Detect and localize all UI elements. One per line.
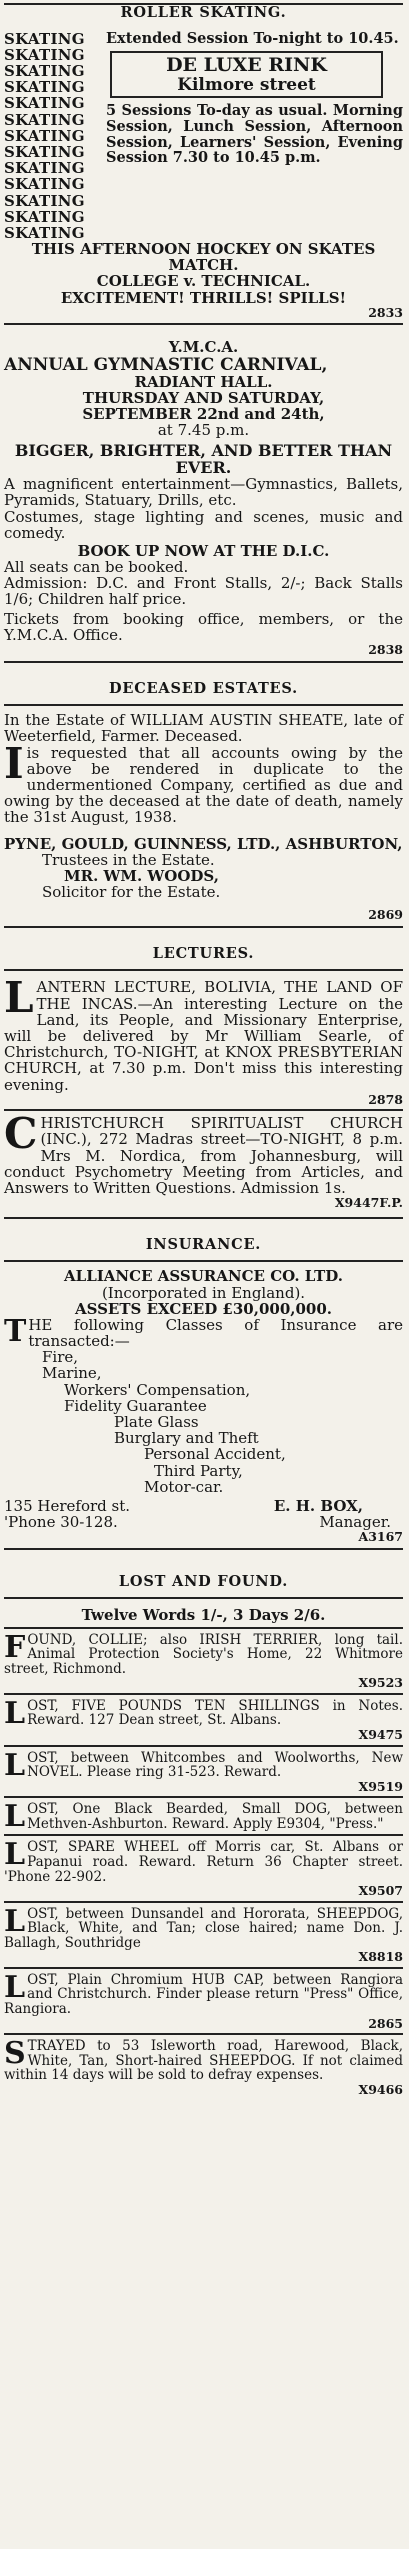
- dropcap: S: [4, 2036, 26, 2072]
- lost-ad-body: TRAYED to 53 Isleworth road, Harewood, Black, White, Tan, Short-haired SHEEPDOG. If not claimed within 14 days will be sold to defray expenses.: [4, 2038, 403, 2084]
- skating-word: SKATING: [4, 191, 85, 210]
- skating-word: SKATING: [4, 78, 85, 97]
- lecture-ad: [4, 975, 403, 1111]
- college-text: COLLEGE v. TECHNICAL.: [96, 272, 311, 291]
- insurance-class: Third Party,: [154, 1461, 243, 1480]
- ymca-costumes: Costumes, stage lighting and scenes, music and comedy.: [4, 507, 403, 542]
- ymca-admission: Admission: D.C. and Front Stalls, 2/-; Back Stalls 1/6; Children half price.: [4, 574, 403, 609]
- dropcap: T: [4, 1313, 27, 1349]
- ymca-dates1: THURSDAY AND SATURDAY,: [82, 389, 325, 408]
- sessions-text: 5 Sessions To-day as usual. Morning Session, Lunch Session, Afternoon Session, Learners' Session, Evening Session 7.30 to 10.45 p.m.: [106, 102, 403, 167]
- lost-ad-body: OST, Plain Chromium HUB CAP, between Rangiora and Christchurch. Finder please return "Press" Office, Rangiora.: [4, 1971, 403, 2017]
- ymca-tickets: Tickets from booking office, members, or the Y.M.C.A. Office.: [4, 609, 403, 644]
- skating-word: SKATING: [4, 45, 85, 64]
- lectures-heading: LECTURES.: [4, 936, 403, 972]
- insurance-phone: 'Phone 30-128.: [4, 1513, 118, 1532]
- lost-ad-body: OST, SPARE WHEEL off Morris car, St. Albans or Papanui road. Reward. Return 36 Chapter street. 'Phone 22-902.: [4, 1839, 403, 1885]
- lost-ad: [4, 1629, 403, 1695]
- dropcap: L: [4, 1695, 26, 1731]
- insurance-agent: E. H. BOX,: [273, 1496, 363, 1515]
- ymca-hall: RADIANT HALL.: [134, 372, 273, 391]
- lost-ad: [4, 1798, 403, 1836]
- skating-word: SKATING: [4, 207, 85, 226]
- lost-ad-body: OST, between Whitcombes and Woolworths, New NOVEL. Please ring 31-523. Reward.: [27, 1749, 403, 1781]
- rink-box: [110, 51, 383, 98]
- insurance-assets: ASSETS EXCEED £30,000,000.: [74, 1299, 333, 1318]
- ad-number: 2878: [368, 1091, 403, 1107]
- skating-word: SKATING: [4, 110, 85, 129]
- lecture-ad-body: ANTERN LECTURE, BOLIVIA, THE LAND OF THE INCAS.—An interesting Lecture on the Land, its People, and Missionary Enterprise, will be delivered by Mr William Searle, of Christchurch, TO-NIGHT, at KNOX PRESBYTERIAN CHURCH, at 7.30 p.m. Don't miss this interesting evening.: [4, 978, 403, 1094]
- insurance-heading: INSURANCE.: [4, 1227, 403, 1263]
- lost-ad: [4, 1747, 403, 1799]
- lecture-ad: [4, 1111, 403, 1212]
- dropcap: C: [4, 1109, 38, 1159]
- skating-word: SKATING: [4, 223, 85, 242]
- lectures-section: [4, 928, 403, 1219]
- insurance-company: ALLIANCE ASSURANCE CO. LTD.: [64, 1267, 343, 1286]
- estate-body: is requested that all accounts owing by the above be rendered in duplicate to the undermentioned Company, certified as due and owing by the deceased at the date of death, namely the 31st August, 1938.: [4, 743, 403, 827]
- ad-number: X9475: [358, 1727, 403, 1743]
- ad-number: X9466: [358, 2081, 403, 2097]
- ymca-bigger: BIGGER, BRIGHTER, AND BETTER THAN EVER.: [14, 440, 393, 477]
- insurance-class: Plate Glass: [114, 1413, 199, 1432]
- skating-word: SKATING: [4, 142, 85, 161]
- skating-word: SKATING: [4, 159, 85, 178]
- dropcap: L: [4, 1747, 26, 1783]
- excitement-text: EXCITEMENT! THRILLS! SPILLS!: [60, 288, 347, 307]
- extended-session-text: Extended Session To-night to 10.45.: [106, 29, 399, 47]
- lost-ad-body: OST, between Dunsandel and Hororata, SHEEPDOG, Black, White, and Tan; close haired; name Don. J. Ballagh, Southridge: [4, 1905, 403, 1951]
- ad-number: X9447F.P.: [334, 1195, 403, 1211]
- ad-number: 2838: [368, 642, 403, 658]
- lost-and-found-section: [4, 1550, 403, 2103]
- insurance-class: Marine,: [42, 1364, 102, 1383]
- lost-ad-body: OST, FIVE POUNDS TEN SHILLINGS in Notes. Reward. 127 Dean street, St. Albans.: [27, 1697, 403, 1729]
- ymca-book: BOOK UP NOW AT THE D.I.C.: [77, 541, 330, 560]
- insurance-class: Motor-car.: [144, 1477, 224, 1496]
- lecture-ad-body: HRISTCHURCH SPIRITUALIST CHURCH (INC.), 272 Madras street—TO-NIGHT, 8 p.m. Mrs M. Nordica, from Johannesburg, will conduct Psychometry Meeting from Articles, and Answers to Written Questions. Admission 1s.: [4, 1114, 403, 1197]
- insurance-class: Workers' Compensation,: [64, 1380, 251, 1399]
- insurance-section: [4, 1219, 403, 1550]
- rink-street: Kilmore street: [177, 74, 316, 95]
- insurance-intro: HE following Classes of Insurance are transacted:—: [28, 1315, 403, 1351]
- dropcap: L: [4, 1903, 26, 1939]
- lost-ad-body: OST, One Black Bearded, Small DOG, between Methven-Ashburton. Reward. Apply E9304, "Press.": [27, 1801, 403, 1832]
- dropcap: L: [4, 1837, 26, 1873]
- insurance-manager: Manager.: [319, 1513, 391, 1532]
- ymca-section: [4, 325, 403, 662]
- insurance-class: Fire,: [42, 1348, 79, 1367]
- ad-number: 2865: [368, 2015, 403, 2031]
- dropcap: L: [4, 1799, 26, 1835]
- estate-intro: In the Estate of WILLIAM AUSTIN SHEATE, late of Weeterfield, Farmer. Deceased.: [4, 711, 403, 746]
- ymca-title: Y.M.C.A.: [168, 338, 239, 357]
- dropcap: L: [4, 973, 34, 1023]
- estate-firm: PYNE, GOULD, GUINNESS, LTD., ASHBURTON,: [4, 834, 403, 853]
- skating-word: SKATING: [4, 94, 85, 113]
- ymca-annual: ANNUAL GYMNASTIC CARNIVAL,: [4, 354, 328, 375]
- ad-number: X9523: [358, 1675, 403, 1691]
- skating-word: SKATING: [4, 62, 85, 81]
- deceased-estates-section: [4, 663, 403, 928]
- estate-body-wrap: [4, 738, 403, 827]
- deceased-estates-heading: DECEASED ESTATES.: [4, 671, 403, 707]
- ad-number: X9507: [358, 1883, 403, 1899]
- insurance-class: Personal Accident,: [144, 1445, 286, 1464]
- insurance-address: 135 Hereford st.: [4, 1496, 131, 1515]
- ymca-body: A magnificent entertainment—Gymnastics, Ballets, Pyramids, Statuary, Drills, etc.: [4, 475, 403, 510]
- lost-and-found-heading: LOST AND FOUND.: [4, 1564, 403, 1600]
- ad-number: 2833: [368, 304, 403, 320]
- estate-solicitor: Solicitor for the Estate.: [42, 883, 221, 902]
- skating-word: SKATING: [4, 29, 85, 48]
- skating-words-column: [4, 31, 106, 241]
- skating-details: [106, 31, 403, 241]
- ymca-time: at 7.45 p.m.: [157, 421, 250, 440]
- lost-rate: Twelve Words 1/-, 3 Days 2/6.: [4, 1603, 403, 1628]
- dropcap: I: [4, 738, 24, 788]
- roller-skating-section: [4, 0, 403, 325]
- ad-number: 2869: [368, 907, 403, 923]
- rink-name: DE LUXE RINK: [166, 54, 327, 77]
- estate-woods: MR. WM. WOODS,: [64, 866, 219, 885]
- lost-ad: [4, 1903, 403, 1969]
- dropcap: F: [4, 1629, 26, 1665]
- ad-number: X8818: [358, 1949, 403, 1965]
- lost-ad: [4, 1836, 403, 1902]
- estate-trustees: Trustees in the Estate.: [42, 850, 215, 869]
- skating-word: SKATING: [4, 126, 85, 145]
- ad-number: A3167: [358, 1529, 403, 1545]
- lost-ad-body: OUND, COLLIE; also IRISH TERRIER, long tail. Animal Protection Society's Home, 22 Whitmore street, Richmond.: [4, 1631, 403, 1677]
- roller-skating-heading: ROLLER SKATING.: [4, 3, 403, 29]
- insurance-class: Fidelity Guarantee: [64, 1396, 207, 1415]
- insurance-class: Burglary and Theft: [114, 1429, 259, 1448]
- skating-word: SKATING: [4, 175, 85, 194]
- insurance-inc: (Incorporated in England).: [101, 1283, 306, 1302]
- dropcap: L: [4, 1969, 26, 2005]
- lost-ad: [4, 1969, 403, 2035]
- hockey-text: THIS AFTERNOON HOCKEY ON SKATES MATCH.: [31, 240, 376, 275]
- ymca-dates2: SEPTEMBER 22nd and 24th,: [82, 405, 325, 424]
- lost-ad: [4, 2035, 403, 2099]
- ad-number: X9519: [358, 1778, 403, 1794]
- ymca-seats: All seats can be booked.: [4, 558, 189, 577]
- lost-ad: [4, 1695, 403, 1747]
